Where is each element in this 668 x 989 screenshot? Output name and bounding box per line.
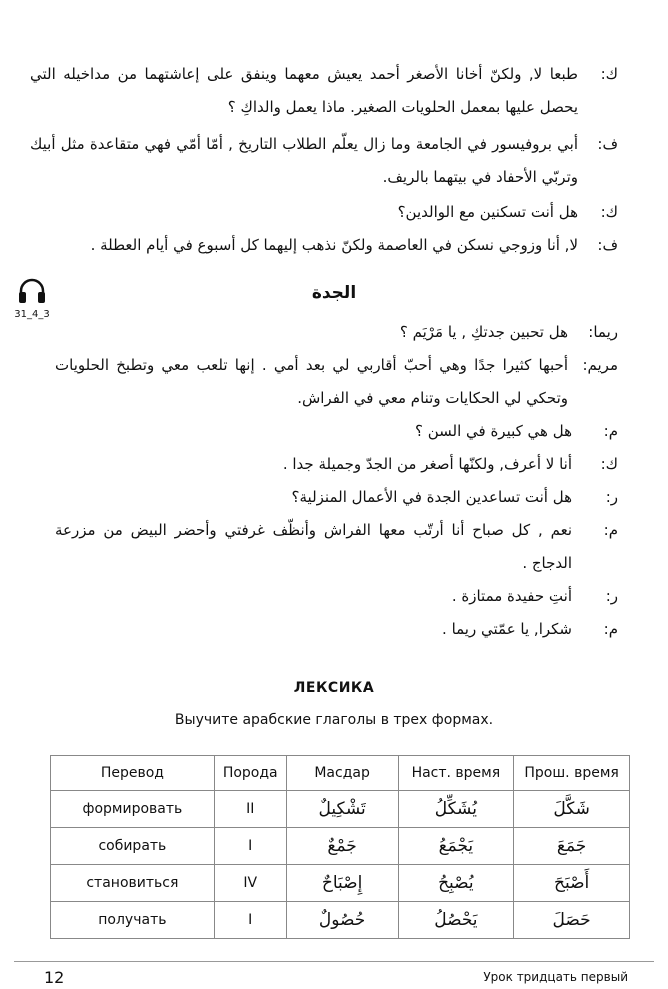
present-cell: يُصْبِحُ bbox=[398, 865, 514, 902]
past-cell: أَصْبَحَ bbox=[514, 865, 630, 902]
translation-cell: получать bbox=[51, 902, 215, 939]
dialogue-text: هل هي كبيرة في السن ؟ bbox=[414, 422, 572, 440]
speaker-label: ك: bbox=[600, 203, 618, 221]
speaker-label: م: bbox=[603, 521, 618, 539]
dialogue-line bbox=[55, 613, 618, 646]
dialogue-line bbox=[55, 349, 618, 415]
dialogue-line bbox=[55, 448, 618, 481]
speaker-label: ر: bbox=[605, 587, 618, 605]
column-header: Перевод bbox=[51, 756, 215, 791]
translation-cell: формировать bbox=[51, 791, 215, 828]
dialogue-2 bbox=[55, 316, 618, 646]
dialogue-text: هل أنت تسكنين مع الوالدين؟ bbox=[397, 203, 578, 221]
dialogue-line bbox=[30, 128, 618, 194]
speaker-label: م: bbox=[603, 620, 618, 638]
form-cell: I bbox=[214, 828, 286, 865]
page-number: 12 bbox=[44, 968, 65, 987]
section-title: الجدة bbox=[311, 283, 357, 303]
present-cell: يَجْمَعُ bbox=[398, 828, 514, 865]
audio-track-code: 31_4_3 bbox=[14, 309, 50, 320]
dialogue-line bbox=[55, 580, 618, 613]
form-cell: II bbox=[214, 791, 286, 828]
present-cell: يُشَكِّلُ bbox=[398, 791, 514, 828]
dialogue-text: هل تحبين جدتكِ , يا مَرْيَم ؟ bbox=[399, 323, 568, 341]
form-cell: I bbox=[214, 902, 286, 939]
speaker-label: مريم: bbox=[582, 356, 618, 374]
speaker-label: ك: bbox=[600, 65, 618, 83]
column-header: Порода bbox=[214, 756, 286, 791]
present-cell: يَحْصُلُ bbox=[398, 902, 514, 939]
speaker-label: ف: bbox=[597, 135, 618, 153]
dialogue-line bbox=[30, 196, 618, 229]
dialogue-line bbox=[55, 316, 618, 349]
dialogue-text: لا, أنا وزوجي نسكن في العاصمة ولكنّ نذهب إليهما كل أسبوع في أيام العطلة . bbox=[90, 236, 578, 254]
translation-cell: собирать bbox=[51, 828, 215, 865]
lesson-title: Урок тридцать первый bbox=[483, 970, 628, 984]
dialogue-1 bbox=[30, 58, 618, 262]
dialogue-text: أبي بروفيسور في الجامعة وما زال يعلّم الطلاب التاريخ , أمّا أمّي فهي متقاعدة مثل أبيك وتربّي الأحفاد في بيتهما بالريف. bbox=[30, 135, 578, 186]
masdar-cell: تَشْكِيلٌ bbox=[286, 791, 398, 828]
footer-divider bbox=[14, 961, 654, 962]
dialogue-text: نعم , كل صباح أنا أرتّب معها الفراش وأنظّف غرفتي وأحضر البيض من مزرعة الدجاج . bbox=[55, 521, 572, 572]
dialogue-text: أنتِ حفيدة ممتازة . bbox=[451, 587, 572, 605]
dialogue-line bbox=[55, 415, 618, 448]
dialogue-text: أحبها كثيرا جدًا وهي أحبّ أقاربي لي بعد أمي . إنها تلعب معي وتطبخ الحلويات وتحكي لي الحكايات وتنام معي في الفراش. bbox=[55, 356, 568, 407]
speaker-label: ريما: bbox=[588, 323, 618, 341]
translation-cell: становиться bbox=[51, 865, 215, 902]
dialogue-line bbox=[55, 514, 618, 580]
column-header: Масдар bbox=[286, 756, 398, 791]
dialogue-line bbox=[30, 58, 618, 124]
table-header-row bbox=[51, 756, 630, 791]
masdar-cell: حُصُولٌ bbox=[286, 902, 398, 939]
column-header: Прош. время bbox=[514, 756, 630, 791]
table-row bbox=[51, 791, 630, 828]
dialogue-text: طبعا لا, ولكنّ أخانا الأصغر أحمد يعيش معهما وينفق على إعاشتهما من مداخيله التي يحصل عليها بمعمل الحلويات الصغير. ماذا يعمل والداكِ ؟ bbox=[30, 65, 578, 116]
past-cell: حَصَلَ bbox=[514, 902, 630, 939]
dialogue-line bbox=[30, 229, 618, 262]
masdar-cell: جَمْعٌ bbox=[286, 828, 398, 865]
speaker-label: ر: bbox=[605, 488, 618, 506]
dialogue-text: هل أنت تساعدين الجدة في الأعمال المنزلية؟ bbox=[291, 488, 572, 506]
lexicon-subtitle: Выучите арабские глаголы в трех формах. bbox=[174, 712, 494, 728]
masdar-cell: إِصْبَاحٌ bbox=[286, 865, 398, 902]
past-cell: جَمَعَ bbox=[514, 828, 630, 865]
lexicon-table bbox=[50, 755, 630, 939]
speaker-label: ك: bbox=[600, 455, 618, 473]
dialogue-line bbox=[55, 481, 618, 514]
past-cell: شَكَّلَ bbox=[514, 791, 630, 828]
dialogue-text: أنا لا أعرف, ولكنّها أصغر من الجدّ وجميلة جدا . bbox=[282, 455, 572, 473]
speaker-label: م: bbox=[603, 422, 618, 440]
dialogue-text: شكرا, يا عمّتي ريما . bbox=[442, 620, 572, 638]
speaker-label: ف: bbox=[597, 236, 618, 254]
table-row bbox=[51, 828, 630, 865]
lexicon-title: ЛЕКСИКА bbox=[293, 680, 375, 696]
form-cell: IV bbox=[214, 865, 286, 902]
column-header: Наст. время bbox=[398, 756, 514, 791]
table-row bbox=[51, 865, 630, 902]
table-row bbox=[51, 902, 630, 939]
